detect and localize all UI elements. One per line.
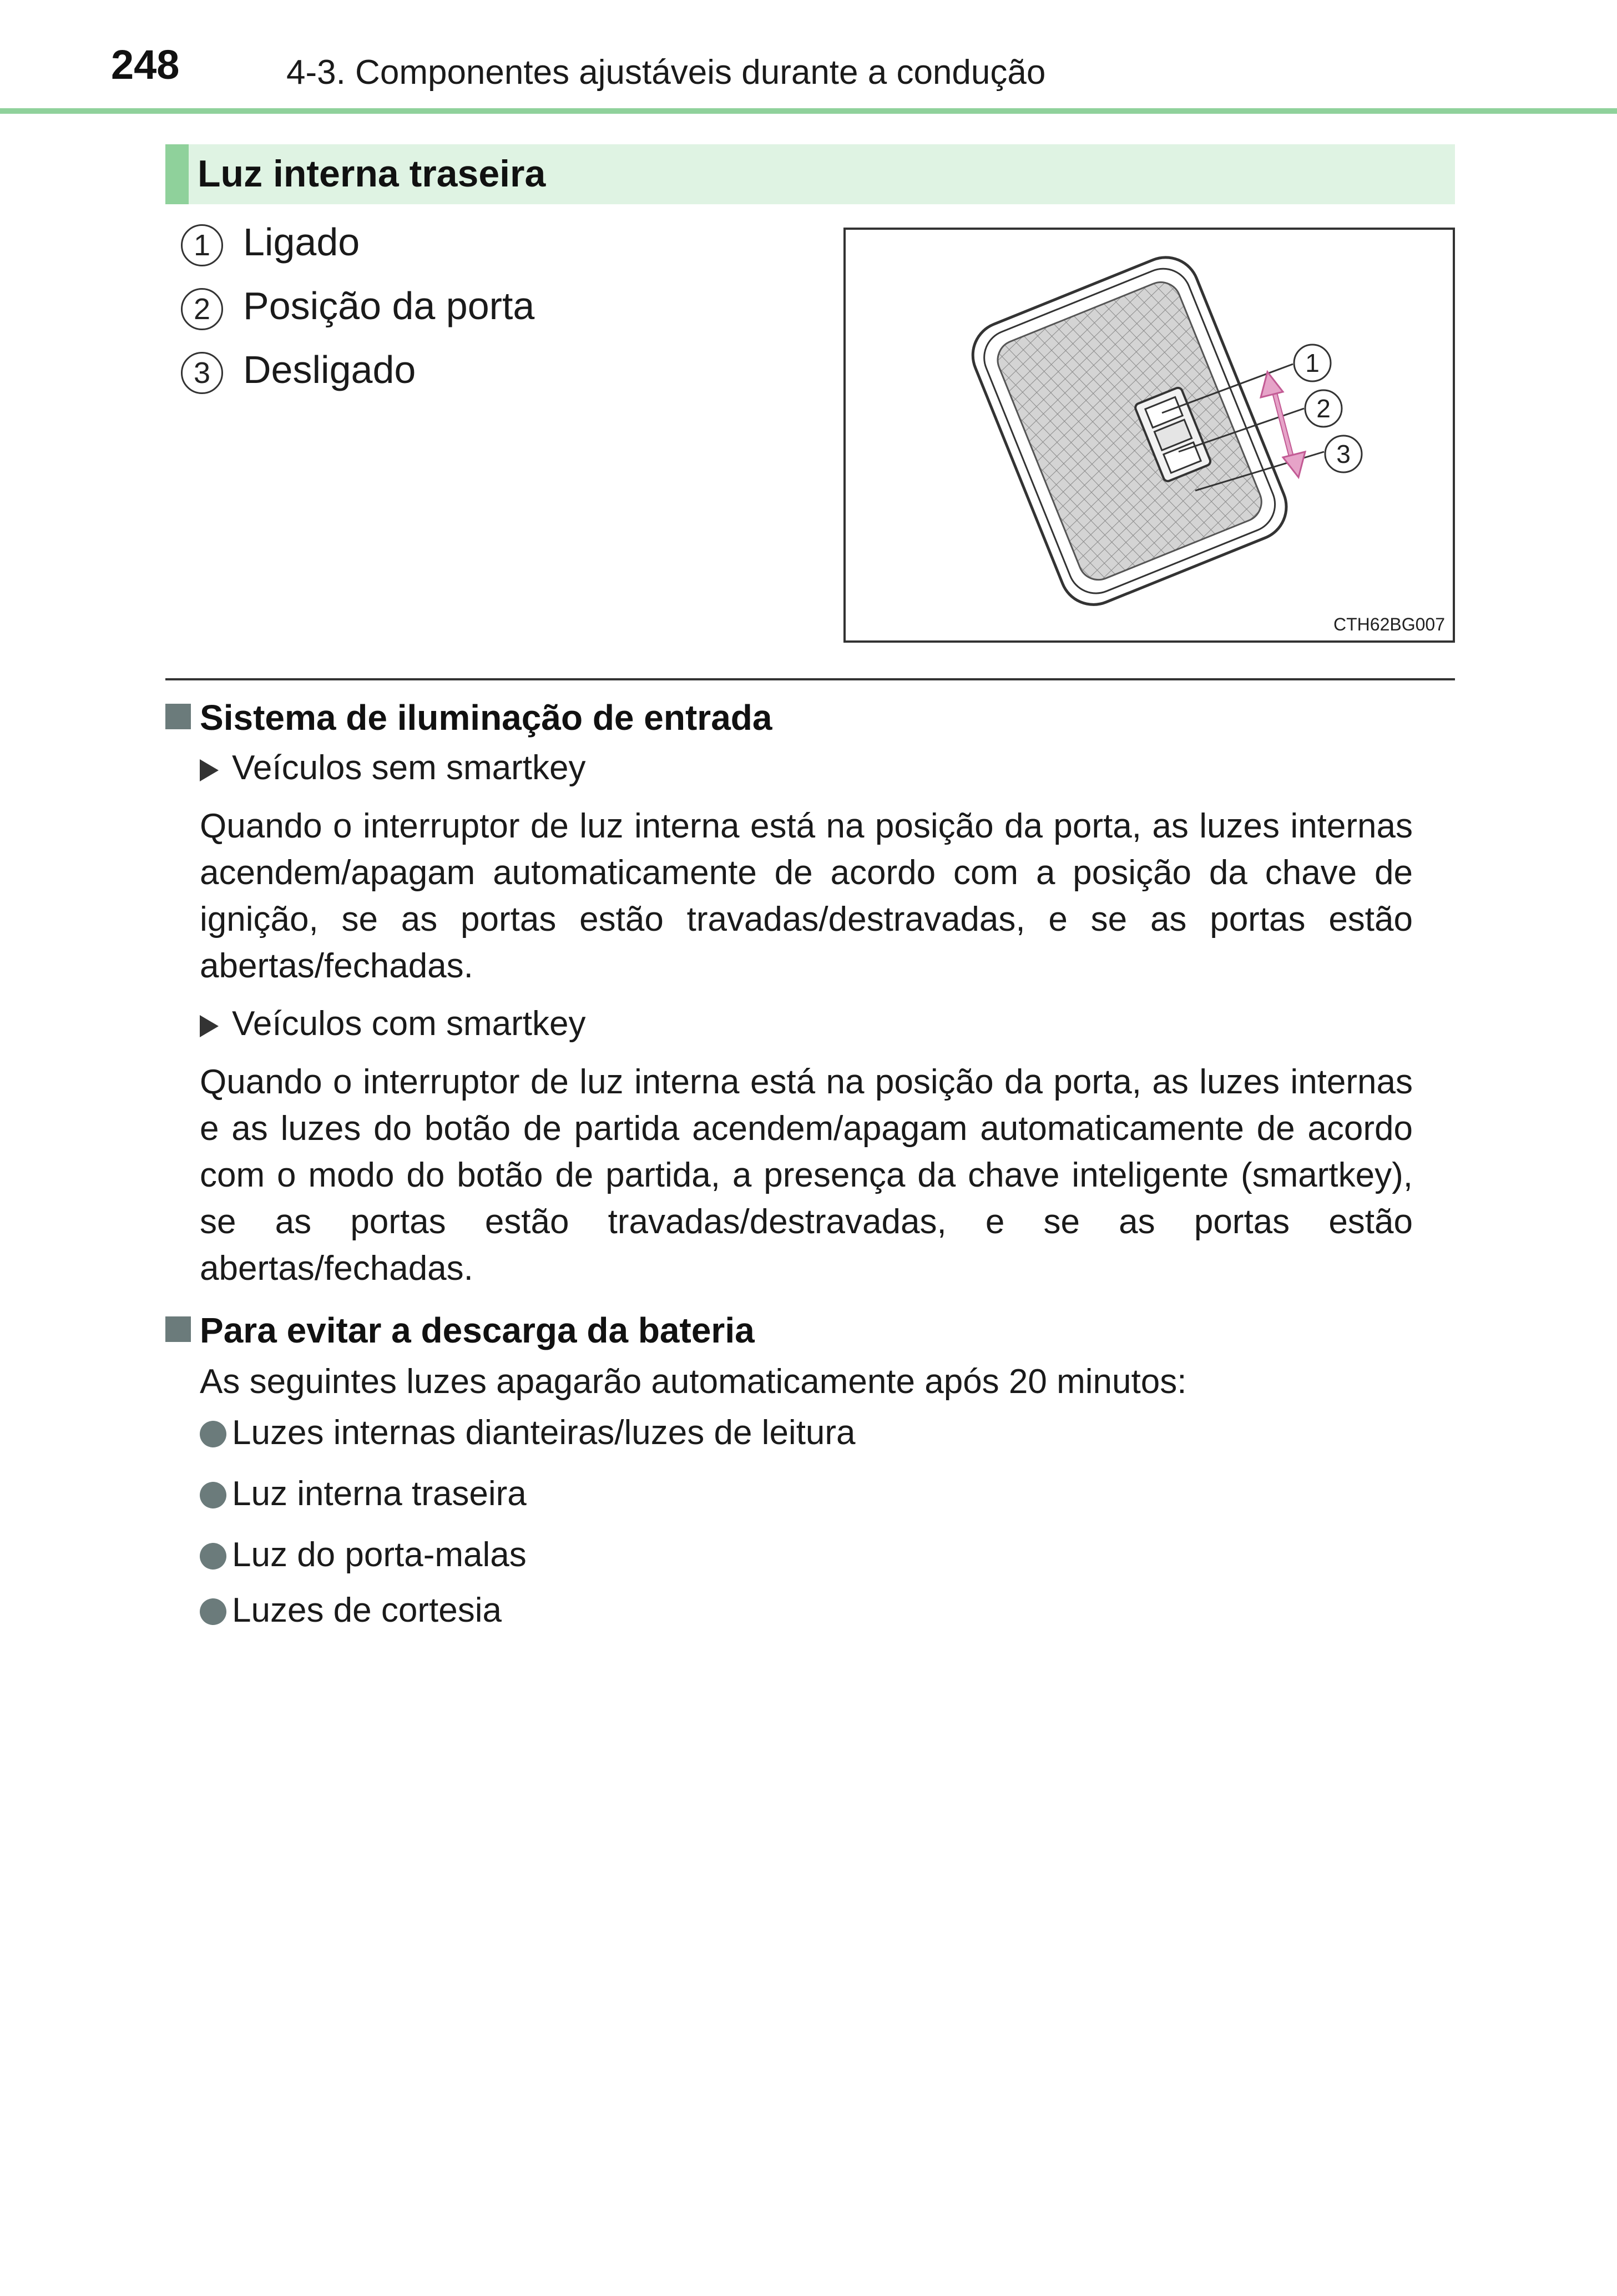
callout-1: 1: [1305, 349, 1320, 377]
body-paragraph: As seguintes luzes apagarão automaticamente após 20 minutos:: [200, 1362, 1187, 1401]
variant-label: [165, 1002, 1455, 1047]
main-content: [165, 694, 1455, 1644]
body-paragraph: Quando o interruptor de luz interna está na posição da porta, as luzes internas e as luzes do botão de partida acendem/apagam automaticamente de acordo com o modo do botão de partida, a presença da chave inteligente (smartkey), se as portas estão travadas/destravadas, e se as portas estão abertas/fechadas.: [200, 1062, 1413, 1288]
bullet-dot-icon: [200, 1543, 226, 1570]
sub-heading-text: Sistema de iluminação de entrada: [200, 698, 772, 738]
bullet-dot-icon: [200, 1482, 226, 1508]
list-item: [165, 1533, 1455, 1588]
legend-number: 2: [181, 288, 223, 330]
legend-number: 1: [181, 224, 223, 266]
sub-heading-text: Para evitar a descarga da bateria: [200, 1310, 755, 1350]
list-item-text: Luz interna traseira: [232, 1474, 527, 1513]
legend-label: Posição da porta: [243, 284, 535, 327]
bullet-dot-icon: [200, 1421, 226, 1447]
variant-label-text: Veículos sem smartkey: [232, 749, 586, 788]
legend-label: Desligado: [243, 348, 416, 391]
callout-2: 2: [1316, 394, 1331, 423]
sub-heading: [165, 694, 1455, 741]
sub-heading: [165, 1306, 1455, 1354]
triangle-marker-icon: [200, 759, 219, 781]
page-number: 248: [111, 42, 180, 88]
legend-label: Ligado: [243, 220, 360, 264]
list-item-text: Luzes internas dianteiras/luzes de leitura: [232, 1413, 856, 1452]
list-item: [165, 1472, 1455, 1533]
bullet-list: [165, 1411, 1455, 1644]
list-item-text: Luzes de cortesia: [232, 1591, 502, 1629]
chapter-title: 4-3. Componentes ajustáveis durante a condução: [286, 53, 1046, 92]
variant-label: [165, 746, 1455, 791]
list-item: [165, 1411, 1455, 1472]
square-bullet-icon: [165, 1316, 191, 1342]
rear-interior-light-figure: [843, 228, 1455, 643]
light-housing: [963, 248, 1296, 615]
list-item-text: Luz do porta-malas: [232, 1535, 527, 1574]
callout-3: 3: [1336, 440, 1351, 468]
section-divider: [165, 678, 1455, 680]
header-rule: [0, 108, 1617, 114]
section-title: Luz interna traseira: [198, 153, 546, 195]
triangle-marker-icon: [200, 1015, 219, 1037]
section-accent-bar: [165, 144, 189, 204]
bullet-dot-icon: [200, 1598, 226, 1625]
square-bullet-icon: [165, 704, 191, 729]
variant-label-text: Veículos com smartkey: [232, 1004, 586, 1043]
legend-number: 3: [181, 352, 223, 394]
section-header: [165, 144, 1455, 204]
list-item: [165, 1588, 1455, 1644]
rear-light-illustration: [846, 230, 1453, 640]
body-paragraph: Quando o interruptor de luz interna está na posição da porta, as luzes internas acendem/apagam automaticamente de acordo com a posição da chave de ignição, se as portas estão travadas/destravadas, e se as portas estão abertas/fechadas.: [200, 806, 1413, 985]
figure-code: CTH62BG007: [1333, 614, 1445, 634]
